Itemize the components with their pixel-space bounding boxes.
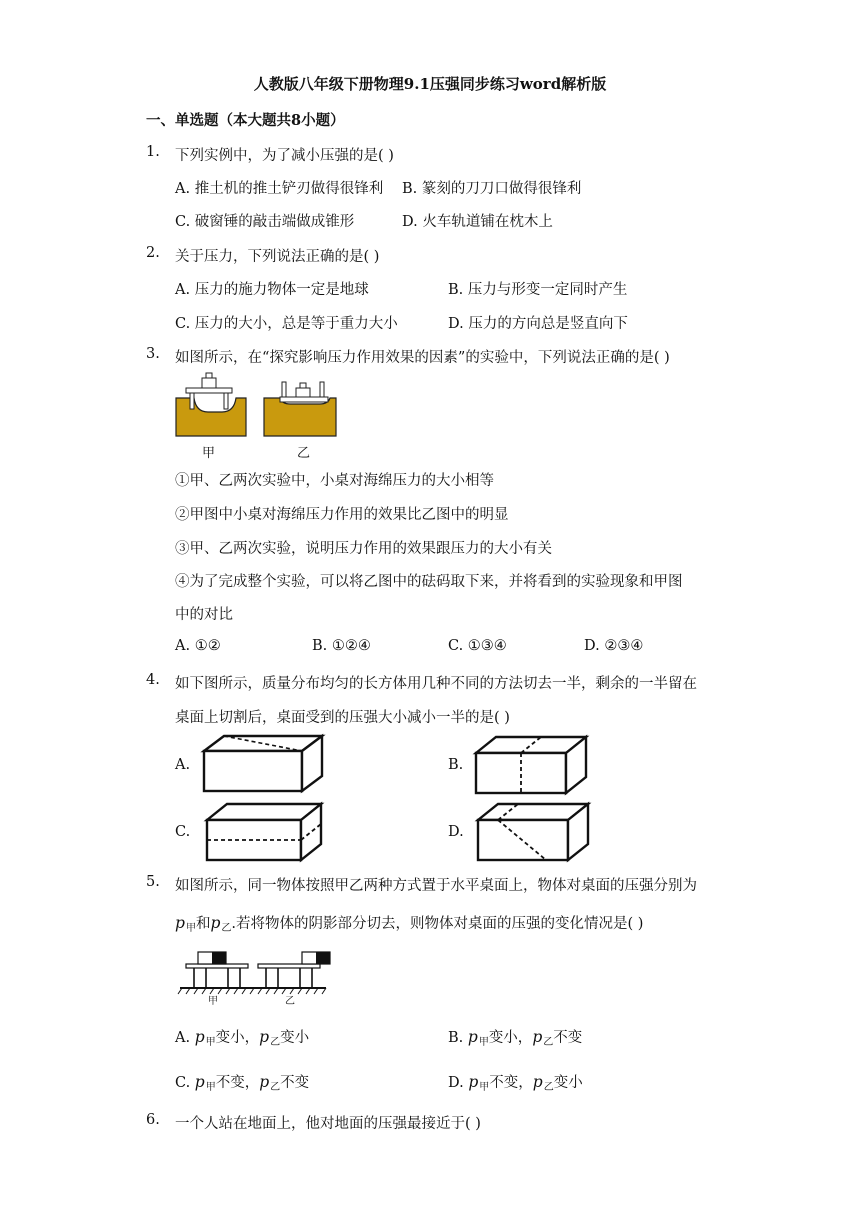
option-d: D. ②③④ xyxy=(584,638,644,654)
figure-label-jia: 甲 xyxy=(202,446,216,461)
option-b: B. 篆刻的刀刀口做得很锋利 xyxy=(402,181,582,197)
question-number: 2. xyxy=(146,245,160,261)
option-a: A. ①② xyxy=(175,638,221,654)
option-b: B. 压力与形变一定同时产生 xyxy=(448,282,628,298)
cuboid-vertical-cut-figure xyxy=(472,733,592,797)
question-stem-line2: 桌面上切割后，桌面受到的压强大小减小一半的是( ) xyxy=(175,710,510,726)
cuboid-diagonal-top-figure xyxy=(200,733,325,795)
question-number: 1. xyxy=(146,144,160,160)
option-c: C. 压力的大小，总是等于重力大小 xyxy=(175,316,398,332)
page-title: 人教版八年级下册物理9.1压强同步练习word解析版 xyxy=(253,75,607,93)
statement-1: ①甲、乙两次实验中，小桌对海绵压力的大小相等 xyxy=(175,473,494,489)
option-a: A. xyxy=(175,757,191,773)
question-stem: 下列实例中，为了减小压强的是( ) xyxy=(175,148,394,164)
option-a: A. 推土机的推土铲刃做得很锋利 xyxy=(175,181,384,197)
option-c: C. $p_甲$不变，$p_乙$不变 xyxy=(175,1073,310,1093)
figure-label-jia: 甲 xyxy=(208,996,218,1007)
option-c: C. xyxy=(175,824,191,840)
section-heading: 一、单选题（本大题共8小题） xyxy=(146,112,345,129)
question-number: 4. xyxy=(146,672,160,688)
tables-on-floor-figure xyxy=(178,948,328,1008)
option-d: D. $p_甲$不变，$p_乙$变小 xyxy=(448,1073,583,1093)
option-c: C. ①③④ xyxy=(448,638,507,654)
question-stem: 如图所示，在“探究影响压力作用效果的因素”的实验中，下列说法正确的是( ) xyxy=(175,350,670,366)
statement-2: ②甲图中小桌对海绵压力作用的效果比乙图中的明显 xyxy=(175,507,509,523)
statement-4-continued: 中的对比 xyxy=(175,607,233,623)
option-a: A. $p_甲$变小，$p_乙$变小 xyxy=(175,1028,310,1048)
question-stem-line1: 如下图所示，质量分布均匀的长方体用几种不同的方法切去一半，剩余的一半留在 xyxy=(175,676,697,692)
question-number: 3. xyxy=(146,346,160,362)
option-d: D. 火车轨道铺在枕木上 xyxy=(402,214,553,230)
option-b: B. xyxy=(448,757,464,773)
question-stem: 关于压力，下列说法正确的是( ) xyxy=(175,249,380,265)
statement-4: ④为了完成整个实验，可以将乙图中的砝码取下来，并将看到的实验现象和甲图 xyxy=(175,574,683,590)
question-stem: 一个人站在地面上，他对地面的压强最接近于( ) xyxy=(175,1116,481,1132)
option-a: A. 压力的施力物体一定是地球 xyxy=(175,282,369,298)
option-c: C. 破窗锤的敲击端做成锥形 xyxy=(175,214,355,230)
cuboid-diagonal-front-figure xyxy=(474,800,594,864)
question-number: 5. xyxy=(146,874,160,890)
cuboid-horizontal-cut-figure xyxy=(203,800,325,864)
question-stem-line2: $p_甲$和$p_乙$.若将物体的阴影部分切去，则物体对桌面的压强的变化情况是( ) xyxy=(175,914,644,934)
figure-label-yi: 乙 xyxy=(285,996,295,1007)
sponge-table-figure xyxy=(174,370,344,460)
option-d: D. xyxy=(448,824,464,840)
option-b: B. ①②④ xyxy=(312,638,371,654)
question-number: 6. xyxy=(146,1112,160,1128)
option-b: B. $p_甲$变小，$p_乙$不变 xyxy=(448,1028,583,1048)
question-stem-line1: 如图所示，同一物体按照甲乙两种方式置于水平桌面上，物体对桌面的压强分别为 xyxy=(175,878,697,894)
figure-label-yi: 乙 xyxy=(297,446,311,461)
statement-3: ③甲、乙两次实验，说明压力作用的效果跟压力的大小有关 xyxy=(175,541,552,557)
option-d: D. 压力的方向总是竖直向下 xyxy=(448,316,628,332)
